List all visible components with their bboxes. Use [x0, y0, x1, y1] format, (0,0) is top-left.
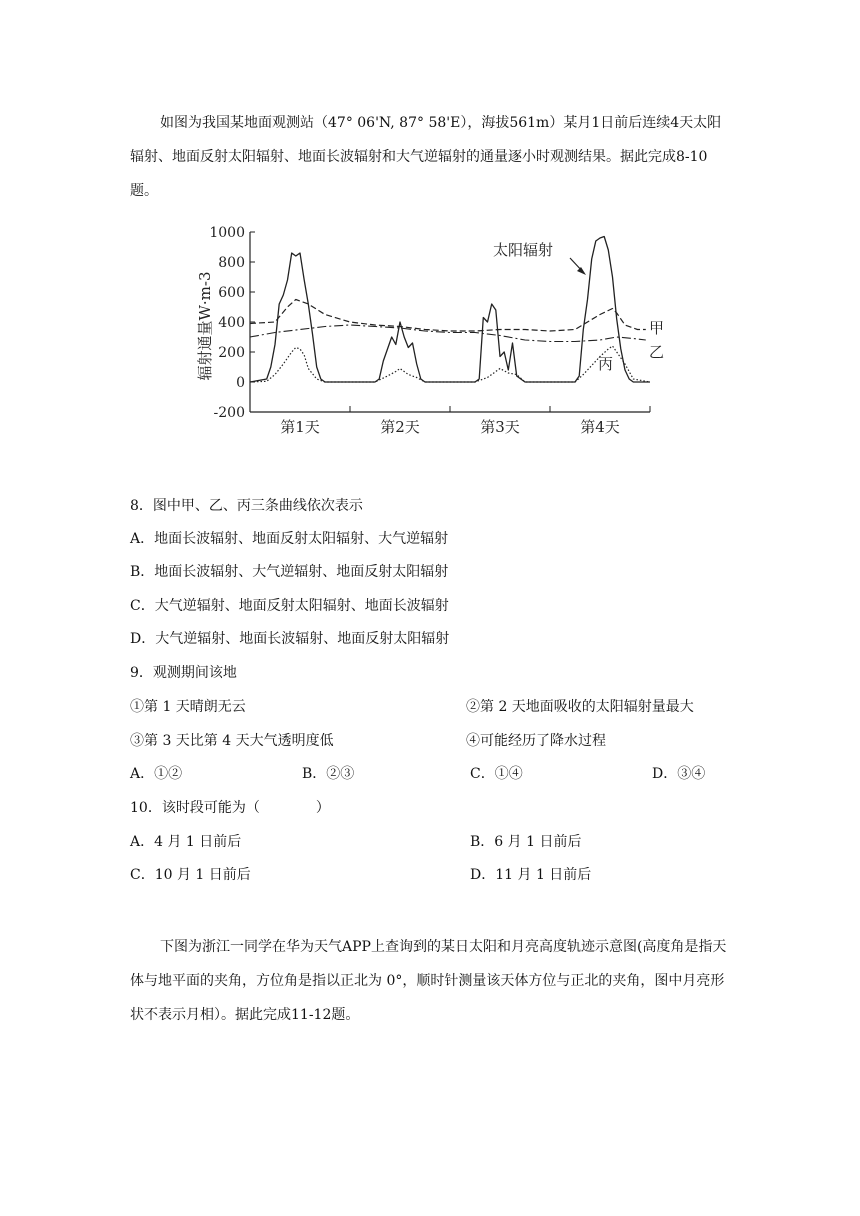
q9-statement-4: ④可能经历了降水过程: [466, 733, 606, 749]
x-category-label: 第1天: [280, 418, 320, 436]
annotation-yi: 乙: [649, 343, 665, 361]
series-line-2: [250, 325, 646, 342]
q8-option-c: C．大气逆辐射、地面反射太阳辐射、地面长波辐射: [130, 598, 449, 614]
annotation-bing: 丙: [598, 355, 614, 373]
q9-statement-2: ②第 2 天地面吸收的太阳辐射量最大: [466, 699, 694, 715]
q10-stem: 10．该时段可能为（ ）: [130, 800, 330, 816]
q9-stem: 9．观测期间该地: [130, 665, 237, 681]
q10-option-b: B．6 月 1 日前后: [470, 834, 582, 850]
annotation-solar: 太阳辐射: [493, 241, 554, 259]
q9-option-a: A．①②: [130, 766, 183, 782]
q10-option-d: D．11 月 1 日前后: [470, 867, 592, 883]
radiation-chart: [190, 218, 670, 468]
q8-option-b: B．地面长波辐射、大气逆辐射、地面反射太阳辐射: [130, 564, 449, 580]
y-tick-label: 600: [218, 285, 245, 301]
y-tick-label: 0: [236, 375, 245, 391]
q8-option-a: A．地面长波辐射、地面反射太阳辐射、大气逆辐射: [130, 531, 449, 547]
y-tick-label: -200: [213, 405, 245, 421]
y-tick-label: 800: [218, 255, 245, 271]
annotation-arrowhead: [577, 267, 586, 275]
q9-statement-1: ①第 1 天晴朗无云: [130, 699, 246, 715]
q8-option-d: D．大气逆辐射、地面长波辐射、地面反射太阳辐射: [130, 631, 450, 647]
y-tick-label: 400: [218, 315, 245, 331]
q8-stem: 8．图中甲、乙、丙三条曲线依次表示: [130, 498, 363, 514]
q9-option-c: C．①④: [470, 766, 523, 782]
y-tick-label: 200: [218, 345, 245, 361]
intro-paragraph-2: 下图为浙江一同学在华为天气APP上查询到的某日太阳和月亮高度轨迹示意图(高度角是指天体与地平面的夹角，方位角是指以正北为 0°，顺时针测量该天体方位与正北的夹角，图中月亮形状不表示月相）。据此完成11-12题。: [130, 939, 727, 1023]
x-category-label: 第2天: [380, 418, 420, 436]
intro-paragraph-1: 如图为我国某地面观测站（47° 06'N, 87° 58'E），海拔561m）某月1日前后连续4天太阳辐射、地面反射太阳辐射、地面长波辐射和大气逆辐射的通量逐小时观测结果。据此完成8-10题。: [130, 115, 722, 199]
annotation-jia: 甲: [649, 319, 665, 337]
q10-option-c: C．10 月 1 日前后: [130, 867, 251, 883]
series-line-3: [250, 346, 650, 382]
series-line-0: [250, 237, 650, 383]
q10-option-a: A．4 月 1 日前后: [130, 834, 242, 850]
y-tick-label: 1000: [209, 225, 245, 241]
x-category-label: 第3天: [480, 418, 520, 436]
q9-option-b: B．②③: [302, 766, 355, 782]
q9-statement-3: ③第 3 天比第 4 天大气透明度低: [130, 733, 334, 749]
q9-option-d: D．③④: [652, 766, 706, 782]
y-axis-label: 辐射通量W·m-3: [196, 271, 214, 381]
x-category-label: 第4天: [580, 418, 620, 436]
